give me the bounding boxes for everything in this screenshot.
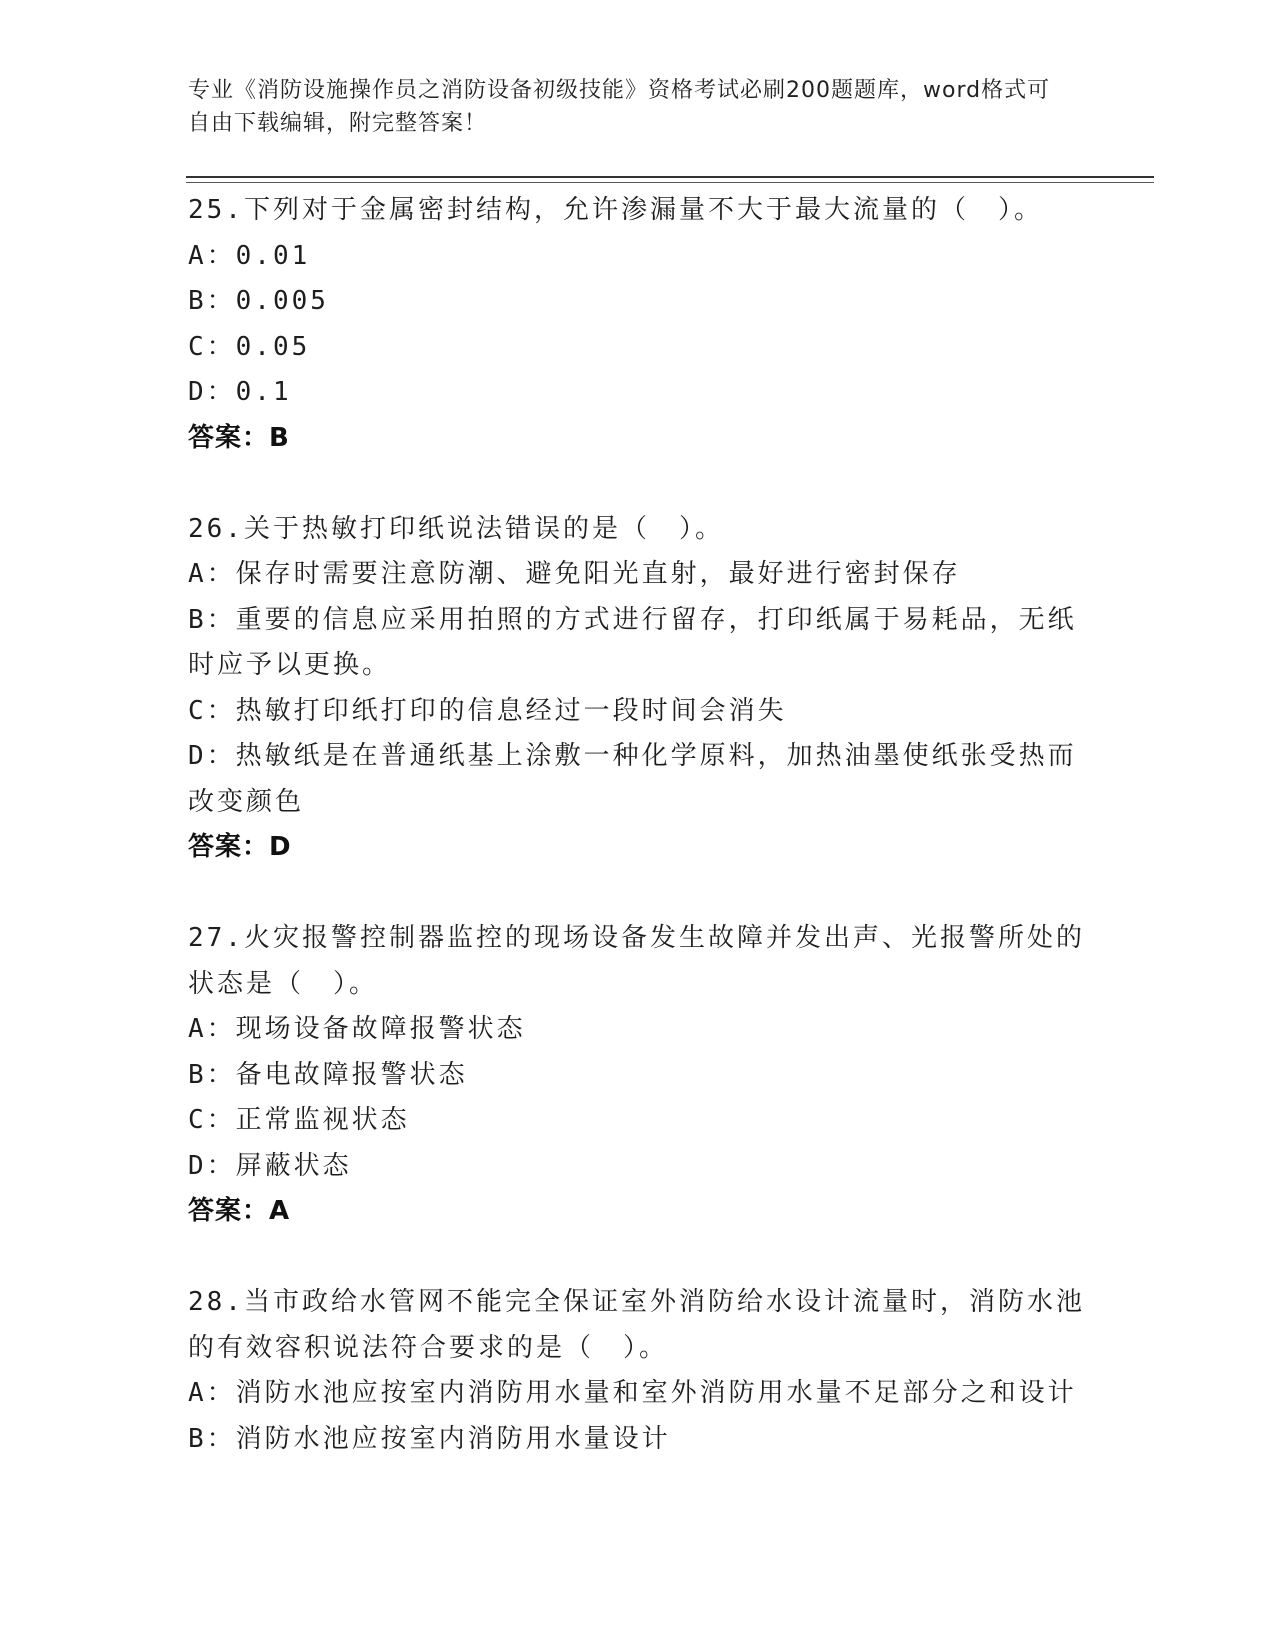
document-header: 专业《消防设施操作员之消防设备初级技能》资格考试必刷200题题库，word格式可自由下载编辑，附完整答案！ [188,78,1051,136]
question-27 [188,916,1088,1235]
spacer [188,1235,1088,1281]
option-b: B：0.005 [188,286,329,316]
question-28 [188,1280,1088,1462]
option-c: C：0.05 [188,331,311,362]
option-b: B：重要的信息应采用拍照的方式进行留存，打印纸属于易耗品，无纸时应予以更换。 [188,604,1077,680]
option-d: D：屏蔽状态 [188,1150,352,1181]
option-d: D：0.1 [188,377,292,407]
option-b: B：消防水池应按室内消防用水量设计 [188,1423,671,1454]
option-a: A：消防水池应按室内消防用水量和室外消防用水量不足部分之和设计 [188,1378,1077,1408]
option-d: D：热敏纸是在普通纸基上涂敷一种化学原料，加热油墨使纸张受热而改变颜色 [188,741,1077,817]
answer-label: 答案：D [188,832,292,862]
option-a: A：现场设备故障报警状态 [188,1014,526,1044]
answer-label: 答案：A [188,1196,291,1226]
question-26 [188,507,1088,871]
option-c: C：正常监视状态 [188,1105,410,1135]
spacer [188,461,1088,507]
option-b: B：备电故障报警状态 [188,1059,468,1090]
spacer [188,871,1088,917]
question-25 [188,188,1088,461]
option-c: C：热敏打印纸打印的信息经过一段时间会消失 [188,695,787,726]
header-divider-thin [186,182,1154,183]
answer-label: 答案：B [188,422,290,453]
question-stem: 27.火灾报警控制器监控的现场设备发生故障并发出声、光报警所处的状态是（ ）。 [188,923,1085,999]
question-stem: 25.下列对于金属密封结构，允许渗漏量不大于最大流量的（ ）。 [188,195,1043,225]
question-stem: 28.当市政给水管网不能完全保证室外消防给水设计流量时，消防水池的有效容积说法符合要求的是（ ）。 [188,1287,1085,1363]
question-list [188,188,1088,1462]
option-a: A：0.01 [188,240,311,271]
question-stem: 26.关于热敏打印纸说法错误的是（ ）。 [188,513,724,544]
option-a: A：保存时需要注意防潮、避免阳光直射，最好进行密封保存 [188,559,961,589]
header-divider-thick [186,176,1154,178]
